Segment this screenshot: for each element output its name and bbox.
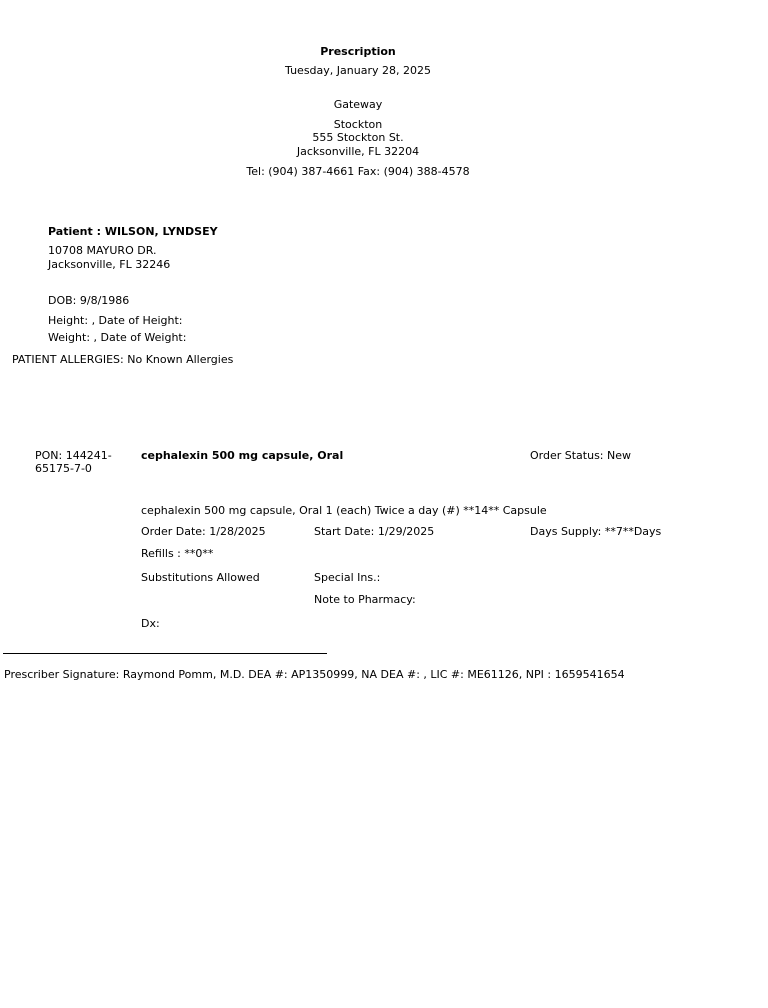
- patient-allergies: PATIENT ALLERGIES: No Known Allergies: [12, 353, 234, 366]
- drug-title: cephalexin 500 mg capsule, Oral: [141, 449, 344, 462]
- org-address-line2: Jacksonville, FL 32204: [296, 145, 420, 158]
- note-to-pharmacy: Note to Pharmacy:: [314, 593, 416, 606]
- org-address-line1: 555 Stockton St.: [312, 131, 404, 144]
- drug-sig: cephalexin 500 mg capsule, Oral 1 (each) Twice a day (#) **14** Capsule: [141, 504, 547, 517]
- diagnosis: Dx:: [141, 617, 160, 630]
- order-date: Order Date: 1/28/2025: [141, 525, 266, 538]
- patient-address-line2: Jacksonville, FL 32246: [48, 258, 171, 271]
- pon-line2: 65175-7-0: [35, 462, 92, 475]
- patient-height: Height: , Date of Height:: [48, 314, 183, 327]
- patient-address-line1: 10708 MAYURO DR.: [48, 244, 157, 257]
- order-status: Order Status: New: [530, 449, 632, 462]
- prescriber-signature: Prescriber Signature: Raymond Pomm, M.D. DEA #: AP1350999, NA DEA #: , LIC #: ME61126, NPI : 1659541654: [4, 668, 625, 681]
- refills: Refills : **0**: [141, 547, 214, 560]
- start-date: Start Date: 1/29/2025: [314, 525, 435, 538]
- patient-name: Patient : WILSON, LYNDSEY: [48, 225, 218, 238]
- patient-weight: Weight: , Date of Weight:: [48, 331, 187, 344]
- signature-line: [3, 653, 327, 654]
- special-instructions: Special Ins.:: [314, 571, 381, 584]
- org-phone-fax: Tel: (904) 387-4661 Fax: (904) 388-4578: [246, 165, 470, 178]
- pon-line1: PON: 144241-: [35, 449, 112, 462]
- document-title: Prescription: [320, 45, 396, 58]
- org-location: Stockton: [333, 118, 383, 131]
- patient-dob: DOB: 9/8/1986: [48, 294, 130, 307]
- days-supply: Days Supply: **7**Days: [530, 525, 662, 538]
- document-date: Tuesday, January 28, 2025: [285, 64, 431, 77]
- substitutions: Substitutions Allowed: [141, 571, 260, 584]
- org-name: Gateway: [333, 98, 383, 111]
